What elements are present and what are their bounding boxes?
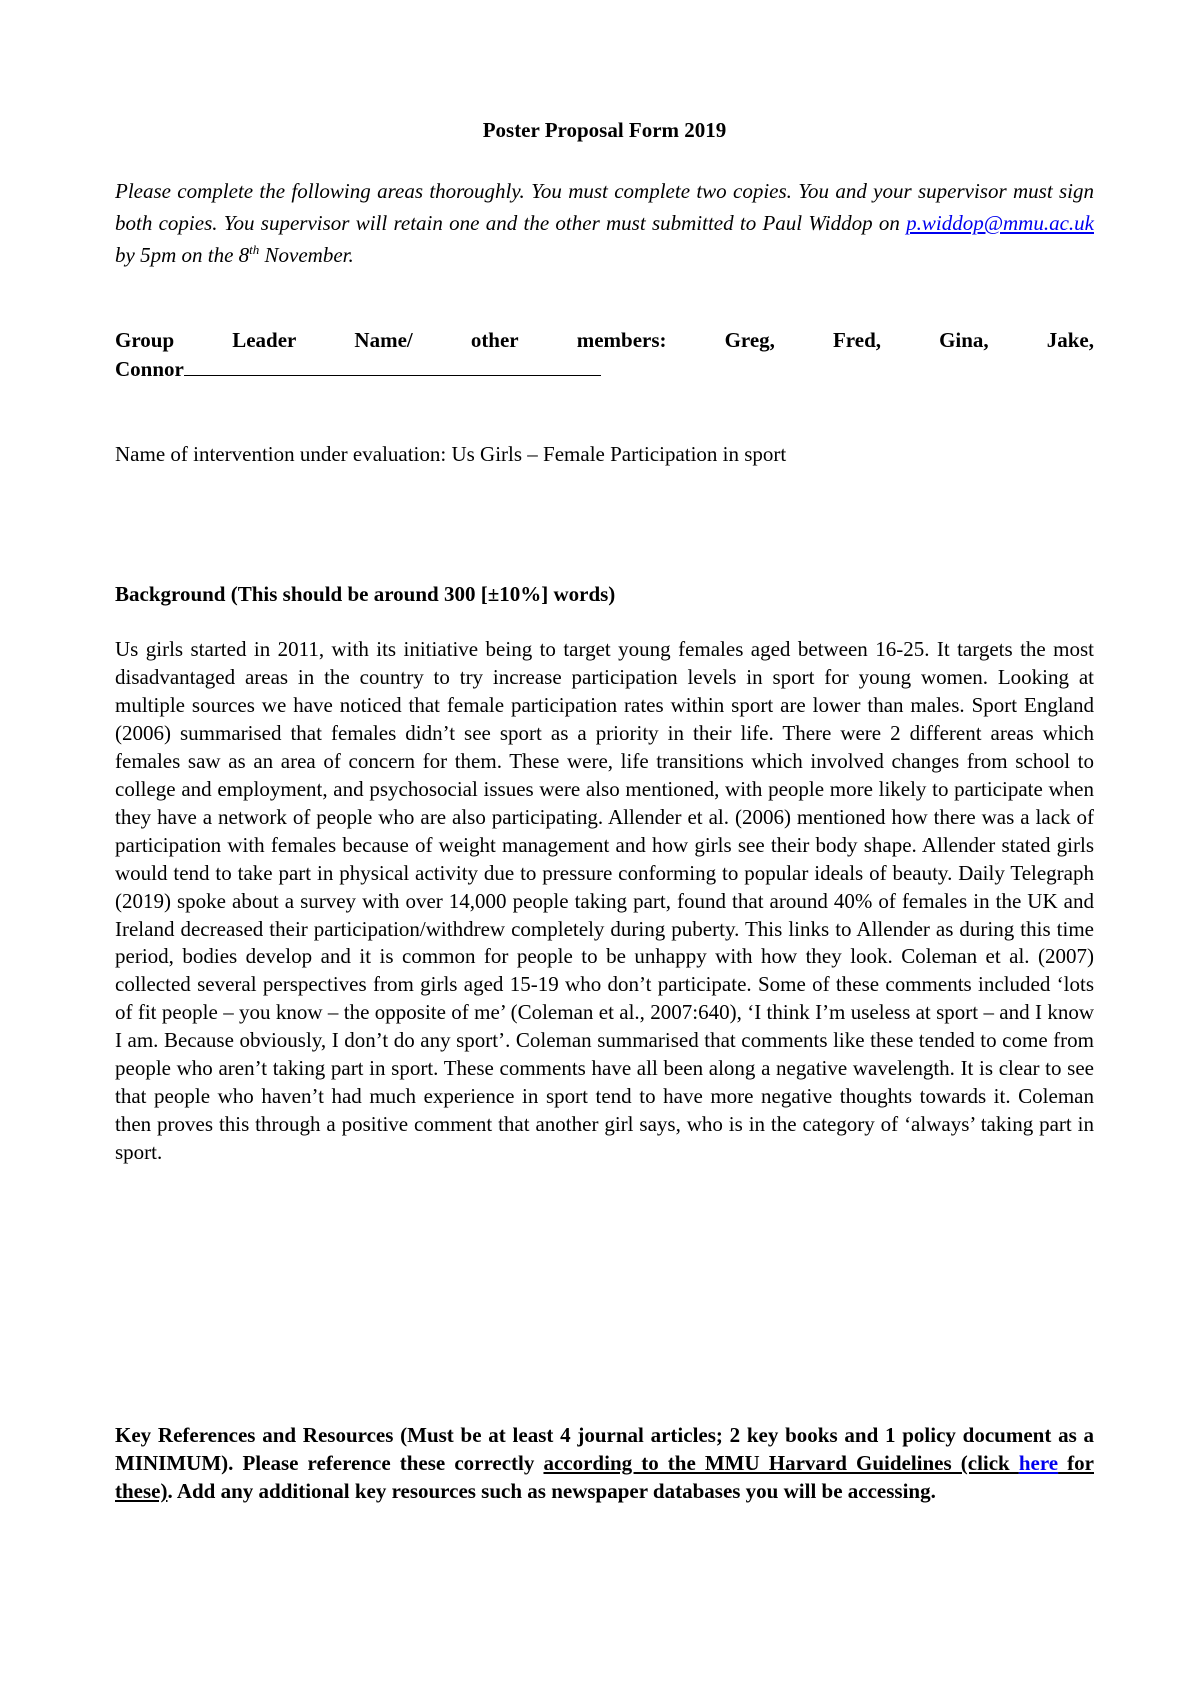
group-word: members: <box>576 328 667 352</box>
email-link[interactable]: p.widdop@mmu.ac.uk <box>906 211 1094 235</box>
group-word: Leader <box>232 328 297 352</box>
group-member-name: Fred, <box>832 328 882 352</box>
instructions-text-2: by 5pm on the 8 <box>115 243 250 267</box>
group-word: other <box>470 328 519 352</box>
references-text-1: Key References and Resources (Must be at least 4 journal articles; 2 key books and 1 policy document as a MINIMUM). Please reference these correctly <box>115 1423 1094 1475</box>
references-text-2: . Add any additional key resources such as newspaper databases you will be accessing. <box>167 1479 936 1503</box>
instructions-text-3: November. <box>259 243 354 267</box>
group-member-name: Greg, <box>724 328 775 352</box>
group-word: Group <box>115 328 175 352</box>
background-body: Us girls started in 2011, with its initiative being to target young females aged between 16-25. It targets the most disadvantaged areas in the country to try increase participation levels in sport for young women. Looking at multiple sources we have noticed that female participation rates within sport are lower than males. Sport England (2006) summarised that females didn’t see sport as a priority in their life. There were 2 different areas which females saw as an area of concern for them. These were, life transitions which involved changes from school to college and employment, and psychosocial issues were also mentioned, with people more likely to participate when they have a network of people who are also participating. Allender et al. (2006) mentioned how there was a lack of participation with females because of weight management and how girls see their body shape. Allender stated girls would tend to take part in physical activity due to pressure conforming to popular ideals of beauty. Daily Telegraph (2019) spoke about a survey with over 14,000 people taking part, found that around 40% of females in the UK and Ireland decreased their participation/withdrew completely during puberty. This links to Allender as during this time period, bodies develop and it is common for people to be unhappy with how they look. Coleman et al. (2007) collected several perspectives from girls aged 15-19 who don’t participate. Some of these comments included ‘lots of fit people – you know – the opposite of me’ (Coleman et al., 2007:640), ‘I think I’m useless at sport – and I know I am. Because obviously, I don’t do any sport’. Coleman summarised that comments like these tended to come from people who aren’t taking part in sport. These comments have all been along a negative wavelength. It is clear to see that people who haven’t had much experience in sport tend to have more negative thoughts towards it. Coleman then proves this through a positive comment that another girl says, who is in the category of ‘always’ taking part in sport. <box>115 637 1094 1165</box>
group-members-field <box>115 326 1094 384</box>
group-member-name: Gina, <box>939 328 989 352</box>
ordinal-superscript: th <box>249 242 260 257</box>
background-heading: Background (This should be around 300 [±10%] words) <box>115 582 616 606</box>
guidelines-underlined-1: according to the MMU Harvard Guidelines (click <box>543 1451 1019 1475</box>
guidelines-underlined-2: for these) <box>115 1451 1094 1503</box>
fill-in-line <box>184 355 601 376</box>
group-label-row-2 <box>115 355 1094 384</box>
group-word: Name/ <box>354 328 413 352</box>
guidelines-link[interactable]: here <box>1018 1451 1059 1475</box>
instructions-paragraph <box>115 175 1094 271</box>
group-label-row <box>115 326 1094 355</box>
page-title: Poster Proposal Form 2019 <box>482 118 727 142</box>
instructions-text-1: Please complete the following areas thoroughly. You must complete two copies. You and your supervisor must sign both copies. You supervisor will retain one and the other must submitted to Paul Widdop on <box>115 179 1094 235</box>
intervention-name: Name of intervention under evaluation: Us Girls – Female Participation in sport <box>115 442 787 466</box>
group-member-name: Connor <box>115 357 184 381</box>
group-member-name: Jake, <box>1046 328 1094 352</box>
references-heading <box>115 1421 1094 1505</box>
